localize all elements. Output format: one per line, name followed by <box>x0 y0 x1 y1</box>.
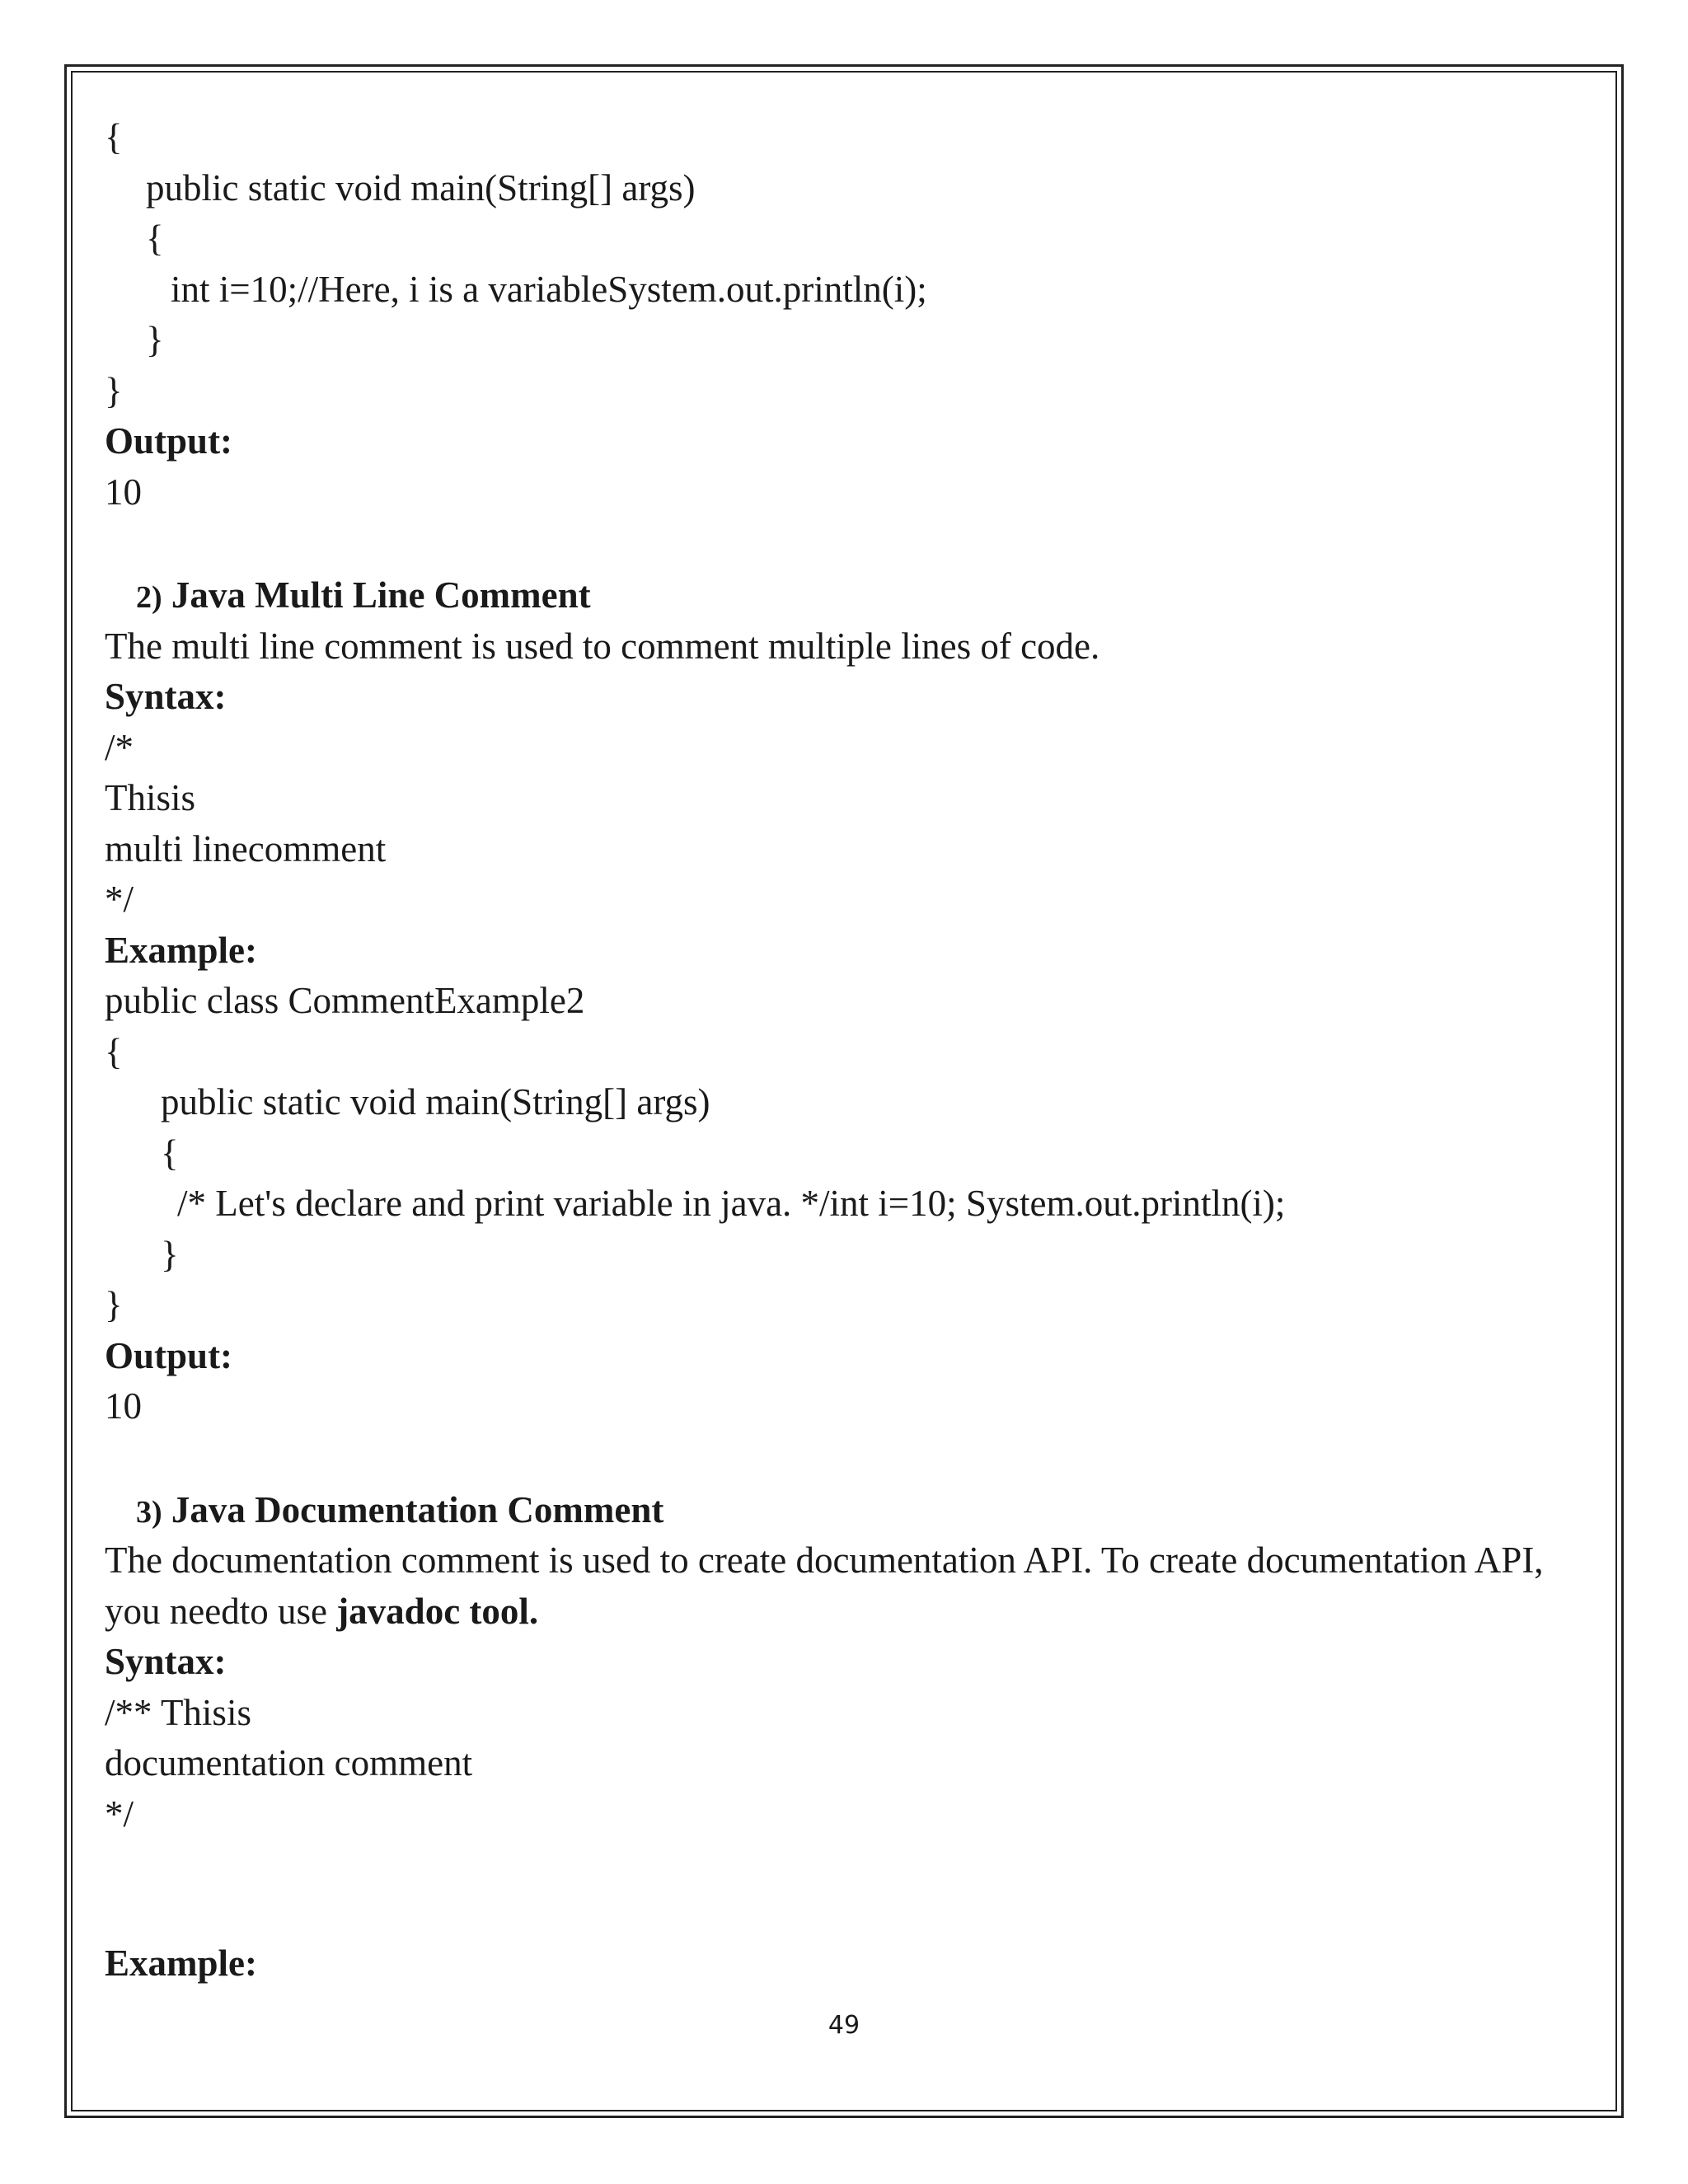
section-description: The multi line comment is used to comment multiple lines of code. <box>105 625 1100 667</box>
output-value: 10 <box>105 1385 142 1427</box>
page-content <box>105 112 1555 1990</box>
code-line: int i=10;//Here, i is a variableSystem.out.println(i); <box>171 268 927 310</box>
section-description <box>105 1535 1555 1637</box>
spacer <box>105 1840 1555 1938</box>
syntax-line: documentation comment <box>105 1742 473 1783</box>
code-line: } <box>146 319 164 360</box>
syntax-label: Syntax: <box>105 676 227 717</box>
description-text: The documentation comment is used to create documentation API. To create documentation API, you needto use <box>105 1540 1544 1632</box>
section-heading <box>105 1485 1555 1536</box>
section-title: Java Multi Line Comment <box>171 574 591 616</box>
description-bold-text: javadoc tool. <box>336 1590 539 1632</box>
section-heading <box>105 570 1555 621</box>
spacer <box>105 518 1555 570</box>
example-label: Example: <box>105 1943 257 1984</box>
syntax-line: /** Thisis <box>105 1691 251 1733</box>
section-title: Java Documentation Comment <box>171 1488 664 1530</box>
page-number: 49 <box>828 2011 860 2040</box>
code-line: { <box>105 116 123 157</box>
syntax-label: Syntax: <box>105 1641 227 1682</box>
code-line: { <box>146 218 164 259</box>
code-line: } <box>105 369 123 411</box>
spacer <box>105 1432 1555 1485</box>
code-line: { <box>161 1132 179 1174</box>
syntax-line: */ <box>105 879 134 920</box>
section-number: 2) <box>136 580 162 615</box>
syntax-line: /* <box>105 726 134 768</box>
output-label: Output: <box>105 420 233 462</box>
syntax-line: Thisis <box>105 777 196 818</box>
code-line: { <box>105 1030 123 1072</box>
example-label: Example: <box>105 929 257 971</box>
section-number: 3) <box>136 1494 162 1530</box>
code-line: public class CommentExample2 <box>105 980 585 1021</box>
output-label: Output: <box>105 1334 233 1376</box>
code-line: } <box>105 1284 123 1325</box>
syntax-line: */ <box>105 1793 134 1835</box>
output-value: 10 <box>105 471 142 513</box>
syntax-line: multi linecomment <box>105 827 387 869</box>
code-line: public static void main(String[] args) <box>146 166 696 209</box>
code-line: public static void main(String[] args) <box>161 1081 710 1122</box>
code-line: /* Let's declare and print variable in java. */int i=10; System.out.println(i); <box>177 1183 1286 1224</box>
code-line: } <box>161 1233 179 1275</box>
